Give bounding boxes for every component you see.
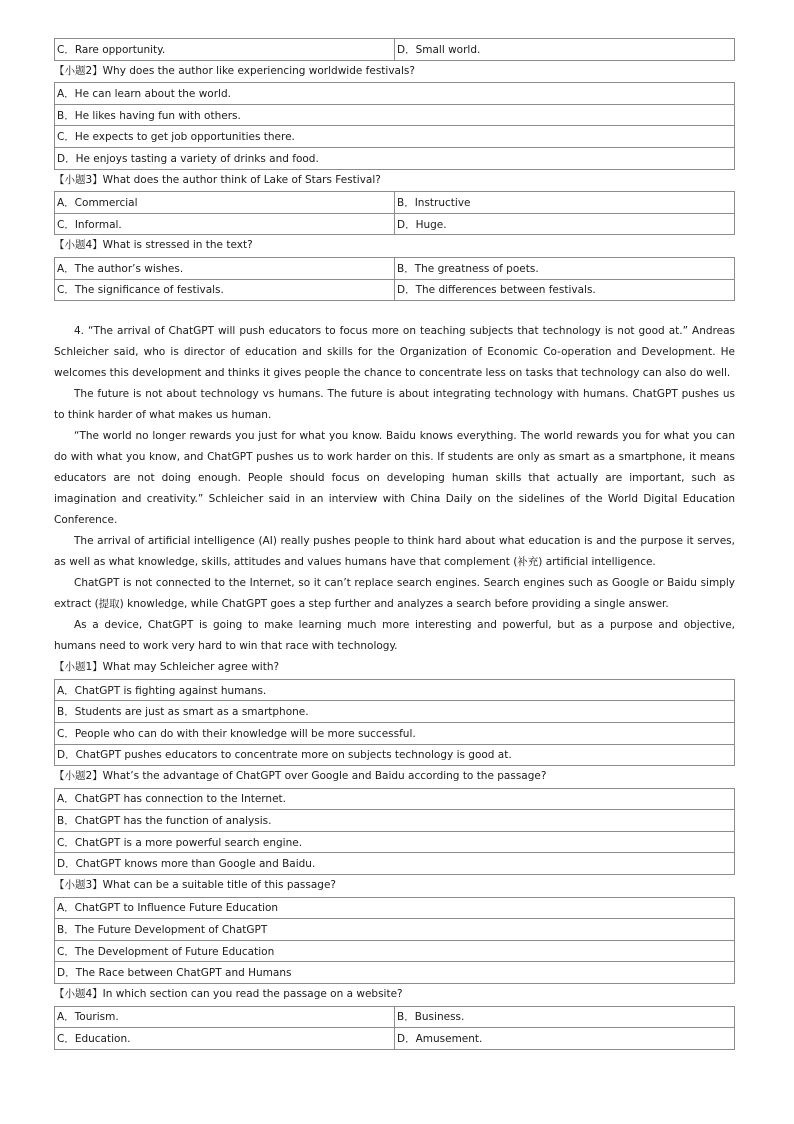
option-b[interactable]: B．He likes having fun with others. [55,104,735,126]
option-b[interactable]: B．The Future Development of ChatGPT [55,919,735,941]
option-d[interactable]: D．Huge. [395,213,735,235]
passage-paragraph: As a device, ChatGPT is going to make learning much more interesting and powerful, but as a purpose and objective, humans need to work very hard to win that race with technology. [54,619,735,653]
option-d[interactable]: D．ChatGPT knows more than Google and Baidu. [55,853,735,875]
option-d[interactable]: D．Amusement. [395,1028,735,1050]
option-b[interactable]: B．Instructive [395,192,735,214]
passage-paragraph: The arrival of artificial intelligence (AI) really pushes people to think hard about what education is and the purpose it serves, as well as what knowledge, skills, attitudes and values humans have that complement (补充) artificial intelligence. [54,535,735,569]
option-a[interactable]: A．ChatGPT is fighting against humans. [55,679,735,701]
question-stem: 【小题2】What’s the advantage of ChatGPT over Google and Baidu according to the passage? [54,770,547,783]
passage-paragraph: “The world no longer rewards you just for what you know. Baidu knows everything. The world rewards you for what you can do with what you know, and ChatGPT pushes us to work harder on this. If students are only as smart as a smartphone, it means educators are not doing enough. People should focus on developing human skills that actually are important, such as imagination and creativity.” Schleicher said in an interview with China Daily on the sidelines of the World Digital Education Conference. [54,430,735,527]
question-stem: 【小题1】What may Schleicher agree with? [54,661,280,674]
option-a[interactable]: A．Tourism. [55,1006,395,1028]
options-table-p4-q2 [54,788,735,875]
option-c[interactable]: C．He expects to get job opportunities there. [55,126,735,148]
option-c[interactable]: C．The Development of Future Education [55,940,735,962]
option-c[interactable]: C．People who can do with their knowledge will be more successful. [55,722,735,744]
option-d[interactable]: D．The differences between festivals. [395,279,735,301]
options-table-q4 [54,257,735,301]
exam-page [54,38,735,1050]
question-stem: 【小题3】What does the author think of Lake of Stars Festival? [54,173,381,186]
question-stem: 【小题2】Why does the author like experiencing worldwide festivals? [54,64,415,77]
option-a[interactable]: A．He can learn about the world. [55,83,735,105]
passage-paragraph: ChatGPT is not connected to the Internet, so it can’t replace search engines. Search engines such as Google or Baidu simply extract (提取) knowledge, while ChatGPT goes a step further and analyzes a search before providing a single answer. [54,577,735,611]
question-stem: 【小题3】What can be a suitable title of this passage? [54,879,337,892]
option-a[interactable]: A．ChatGPT to Influence Future Education [55,897,735,919]
option-d[interactable]: D．He enjoys tasting a variety of drinks and food. [55,147,735,169]
reading-passage [54,321,735,657]
passage-paragraph: The future is not about technology vs humans. The future is about integrating technology with humans. ChatGPT pushes us to think harder of what makes us human. [54,388,735,422]
option-d[interactable]: D．The Race between ChatGPT and Humans [55,962,735,984]
options-table-q2 [54,82,735,169]
option-b[interactable]: B．ChatGPT has the function of analysis. [55,810,735,832]
option-b[interactable]: B．Students are just as smart as a smartphone. [55,701,735,723]
option-a[interactable]: A．The author’s wishes. [55,257,395,279]
option-c[interactable]: C．ChatGPT is a more powerful search engine. [55,831,735,853]
option-b[interactable]: B．Business. [395,1006,735,1028]
option-d[interactable]: D．Small world. [395,39,735,61]
option-a[interactable]: A．Commercial [55,192,395,214]
question-stem: 【小题4】What is stressed in the text? [54,239,253,252]
options-table-q3 [54,191,735,235]
options-table-q1-cont [54,38,735,61]
option-c[interactable]: C．Informal. [55,213,395,235]
passage-paragraph: 4. “The arrival of ChatGPT will push educators to focus more on teaching subjects that technology is not good at.” Andreas Schleicher said, who is director of education and skills for the Organization of Economic Co-operation and Development. He welcomes this development and thinks it gives people the chance to concentrate less on tasks that technology can also do well. [54,325,735,380]
options-table-p4-q3 [54,897,735,984]
question-stem: 【小题4】In which section can you read the passage on a website? [54,988,403,1001]
option-c[interactable]: C．Education. [55,1028,395,1050]
option-a[interactable]: A．ChatGPT has connection to the Internet. [55,788,735,810]
option-b[interactable]: B．The greatness of poets. [395,257,735,279]
option-c[interactable]: C．The significance of festivals. [55,279,395,301]
options-table-p4-q4 [54,1006,735,1050]
option-c[interactable]: C．Rare opportunity. [55,39,395,61]
option-d[interactable]: D．ChatGPT pushes educators to concentrate more on subjects technology is good at. [55,744,735,766]
options-table-p4-q1 [54,679,735,766]
